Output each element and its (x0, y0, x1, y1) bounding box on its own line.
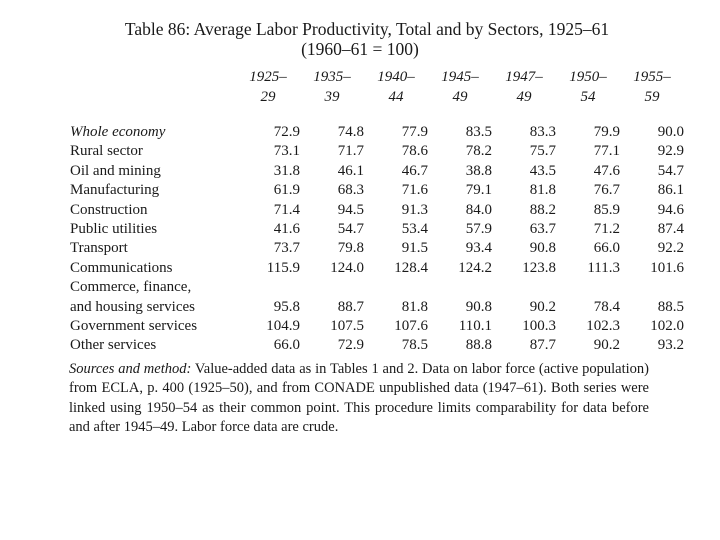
row-label: Whole economy (70, 124, 166, 140)
cell-value: 61.9 (273, 182, 300, 199)
cell-value: 94.6 (657, 201, 684, 218)
cell-value: 110.1 (458, 318, 492, 335)
column-header: 1950– 54 (569, 69, 607, 105)
cell-value: 107.5 (330, 318, 364, 335)
table-title-base: (1960–61 = 100) (301, 39, 419, 59)
cell-value: 88.8 (465, 337, 492, 354)
cell-value: 90.0 (657, 124, 684, 140)
cell-value: 107.6 (394, 318, 428, 335)
cell-value: 46.1 (337, 162, 364, 179)
table-row (70, 239, 684, 258)
cell-value: 76.7 (593, 182, 620, 199)
table-row (70, 298, 684, 317)
cell-value: 83.3 (529, 124, 556, 140)
cell-value: 71.2 (593, 221, 620, 238)
cell-value: 90.8 (465, 298, 492, 315)
cell-value: 72.9 (273, 124, 300, 140)
cell-value: 88.5 (657, 298, 684, 315)
cell-value: 81.8 (401, 298, 428, 315)
cell-value: 87.4 (657, 221, 684, 238)
cell-value: 31.8 (273, 162, 300, 179)
cell-value: 95.8 (273, 298, 300, 315)
column-header: 1925– 29 (249, 69, 287, 105)
table-row (70, 162, 684, 181)
cell-value: 57.9 (465, 221, 492, 238)
row-label: Government services (70, 318, 198, 335)
column-header-blank (70, 67, 236, 107)
cell-value: 93.2 (657, 337, 684, 354)
cell-value: 88.2 (529, 201, 556, 218)
table-row (70, 259, 684, 278)
table-row (70, 201, 684, 220)
cell-value: 78.5 (401, 337, 428, 354)
cell-value: 54.7 (657, 162, 684, 179)
row-label-continued: and housing services (70, 298, 195, 315)
cell-value: 123.8 (522, 259, 556, 276)
cell-value: 38.8 (465, 162, 492, 179)
column-header: 1945– 49 (441, 69, 479, 105)
cell-value: 92.2 (657, 240, 684, 257)
cell-value: 84.0 (465, 201, 492, 218)
table-row (70, 142, 684, 161)
table-row (70, 181, 684, 200)
cell-value: 71.4 (273, 201, 300, 218)
cell-value: 53.4 (401, 221, 428, 238)
cell-value: 90.2 (593, 337, 620, 354)
cell-value: 74.8 (337, 124, 364, 140)
cell-value: 78.4 (593, 298, 620, 315)
column-header: 1947– 49 (505, 69, 543, 105)
cell-value: 87.7 (529, 337, 556, 354)
cell-value: 90.8 (529, 240, 556, 257)
cell-value: 54.7 (337, 221, 364, 238)
table-row (70, 317, 684, 336)
cell-value: 68.3 (337, 182, 364, 199)
sources-note-text: Value-added data as in Tables 1 and 2. Data on labor force (active population) from ECLA, p. 400 (1925–50), and from CONADE unpublished data (1947–61). Both series were linked using 1950–54 as their common point. This procedure limits comparability for data before and after 1945–49. Labor force data are crude. (69, 361, 649, 435)
row-label: Manufacturing (70, 182, 160, 199)
cell-value: 91.3 (401, 201, 428, 218)
cell-value: 90.2 (529, 298, 556, 315)
productivity-table (70, 67, 684, 356)
table-row (70, 336, 684, 355)
cell-value: 85.9 (593, 201, 620, 218)
cell-value: 78.6 (401, 143, 428, 160)
cell-value: 72.9 (337, 337, 364, 354)
cell-value: 81.8 (529, 182, 556, 199)
cell-value: 124.2 (458, 259, 492, 276)
cell-value: 111.3 (587, 259, 620, 276)
cell-value: 71.7 (337, 143, 364, 160)
cell-value: 77.1 (593, 143, 620, 160)
cell-value: 92.9 (657, 143, 684, 160)
cell-value: 47.6 (593, 162, 620, 179)
row-label: Public utilities (70, 221, 158, 238)
column-header: 1940– 44 (377, 69, 415, 105)
cell-value: 104.9 (266, 318, 300, 335)
cell-value: 86.1 (657, 182, 684, 199)
row-label: Transport (70, 240, 128, 257)
table-title (0, 19, 720, 59)
cell-value: 43.5 (529, 162, 556, 179)
table-row (70, 220, 684, 239)
column-header: 1935– 39 (313, 69, 351, 105)
cell-value: 77.9 (401, 124, 428, 140)
sources-note (69, 360, 649, 437)
row-label: Rural sector (70, 143, 143, 160)
cell-value: 66.0 (273, 337, 300, 354)
row-label: Oil and mining (70, 162, 161, 179)
cell-value: 88.7 (337, 298, 364, 315)
cell-value: 71.6 (401, 182, 428, 199)
column-header: 1955– 59 (633, 69, 671, 105)
cell-value: 102.3 (586, 318, 620, 335)
cell-value: 128.4 (394, 259, 428, 276)
cell-value: 100.3 (522, 318, 556, 335)
cell-value: 63.7 (529, 221, 556, 238)
row-label: Other services (70, 337, 157, 354)
cell-value: 78.2 (465, 143, 492, 160)
cell-value: 46.7 (401, 162, 428, 179)
cell-value: 83.5 (465, 124, 492, 140)
cell-value: 79.1 (465, 182, 492, 199)
cell-value: 94.5 (337, 201, 364, 218)
cell-value: 91.5 (401, 240, 428, 257)
row-label: Communications (70, 259, 173, 276)
cell-value: 41.6 (273, 221, 300, 238)
cell-value: 101.6 (650, 259, 684, 276)
cell-value: 66.0 (593, 240, 620, 257)
table-row (70, 107, 684, 142)
table-title-main: Table 86: Average Labor Productivity, Total and by Sectors, 1925–61 (124, 19, 610, 39)
cell-value: 102.0 (650, 318, 684, 335)
cell-value: 93.4 (465, 240, 492, 257)
cell-value: 73.1 (273, 143, 300, 160)
cell-value: 75.7 (529, 143, 556, 160)
row-label: Commerce, finance, (70, 279, 192, 296)
table-row (70, 278, 684, 297)
column-header-row (70, 67, 684, 107)
sources-note-lead: Sources and method: (69, 361, 192, 377)
row-label: Construction (70, 201, 148, 218)
cell-value: 79.9 (593, 124, 620, 140)
cell-value: 79.8 (337, 240, 364, 257)
cell-value: 115.9 (266, 259, 300, 276)
cell-value: 73.7 (273, 240, 300, 257)
cell-value: 124.0 (330, 259, 364, 276)
